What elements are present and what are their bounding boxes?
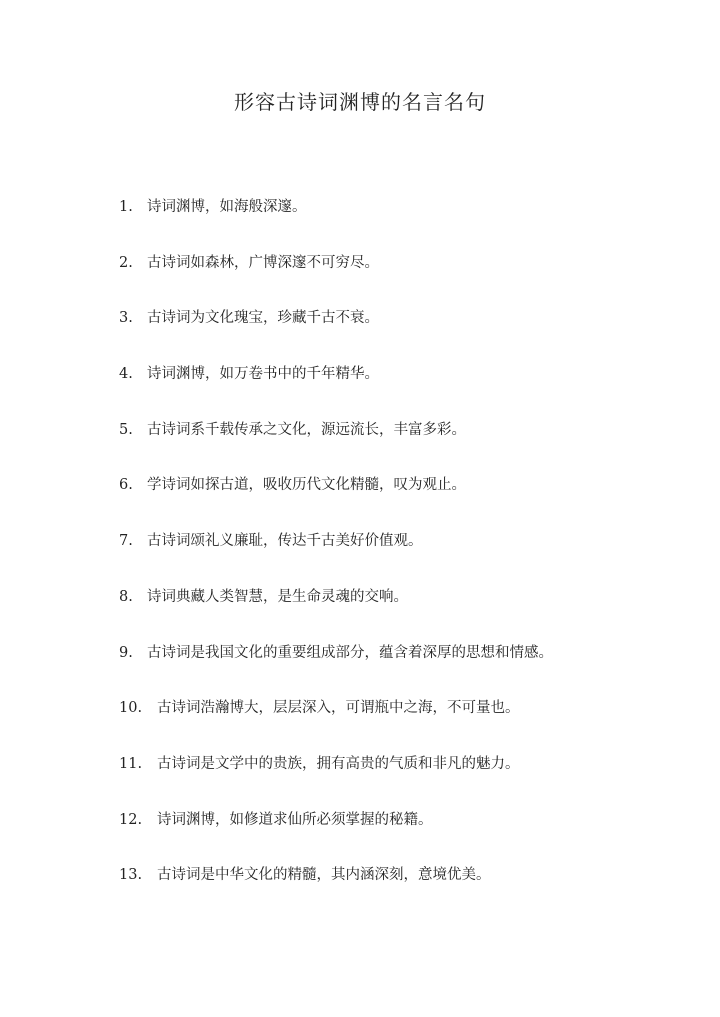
item-number: 12. [119, 811, 143, 828]
item-text: 诗词典藏人类智慧，是生命灵魂的交响。 [147, 588, 408, 605]
item-number: 5. [119, 421, 133, 438]
list-item [119, 416, 679, 472]
item-number: 6. [119, 477, 133, 494]
item-text: 古诗词颂礼义廉耻，传达千古美好价值观。 [147, 533, 423, 550]
list-item [119, 360, 679, 416]
item-text: 诗词渊博，如修道求仙所必须掌握的秘籍。 [157, 811, 433, 828]
list-item [119, 806, 679, 862]
item-number: 1. [119, 199, 133, 215]
item-number: 4. [119, 366, 133, 383]
item-number: 9. [119, 644, 133, 661]
item-text: 古诗词是文学中的贵族，拥有高贵的气质和非凡的魅力。 [157, 755, 520, 772]
list-item [119, 527, 679, 583]
list-item [119, 471, 679, 527]
item-number: 2. [119, 254, 133, 271]
item-text: 古诗词是我国文化的重要组成部分，蕴含着深厚的思想和情感。 [147, 644, 553, 661]
list-item [119, 583, 679, 639]
list-item [119, 861, 679, 917]
item-number: 3. [119, 310, 133, 327]
item-number: 10. [119, 700, 143, 717]
item-number: 11. [119, 755, 143, 772]
item-text: 古诗词为文化瑰宝，珍藏千古不衰。 [147, 310, 379, 327]
item-text: 古诗词系千载传承之文化，源远流长，丰富多彩。 [147, 421, 466, 438]
list-item [119, 639, 679, 695]
item-text: 古诗词是中华文化的精髓，其内涵深刻，意境优美。 [157, 867, 491, 884]
page-title: 形容古诗词渊博的名言名句 [234, 90, 486, 114]
item-text: 古诗词浩瀚博大，层层深入，可谓瓶中之海，不可量也。 [157, 700, 520, 717]
list-item [119, 304, 679, 360]
item-number: 8. [119, 588, 133, 605]
item-number: 7. [119, 533, 133, 550]
list-item [119, 249, 679, 305]
item-text: 诗词渊博，如万卷书中的千年精华。 [147, 366, 379, 383]
item-number: 13. [119, 867, 143, 884]
quote-list [119, 193, 679, 917]
item-text: 诗词渊博，如海般深邃。 [147, 199, 307, 215]
list-item [119, 193, 679, 249]
item-text: 古诗词如森林，广博深邃不可穷尽。 [147, 254, 379, 271]
item-text: 学诗词如探古道，吸收历代文化精髓，叹为观止。 [147, 477, 466, 494]
list-item [119, 694, 679, 750]
list-item [119, 750, 679, 806]
